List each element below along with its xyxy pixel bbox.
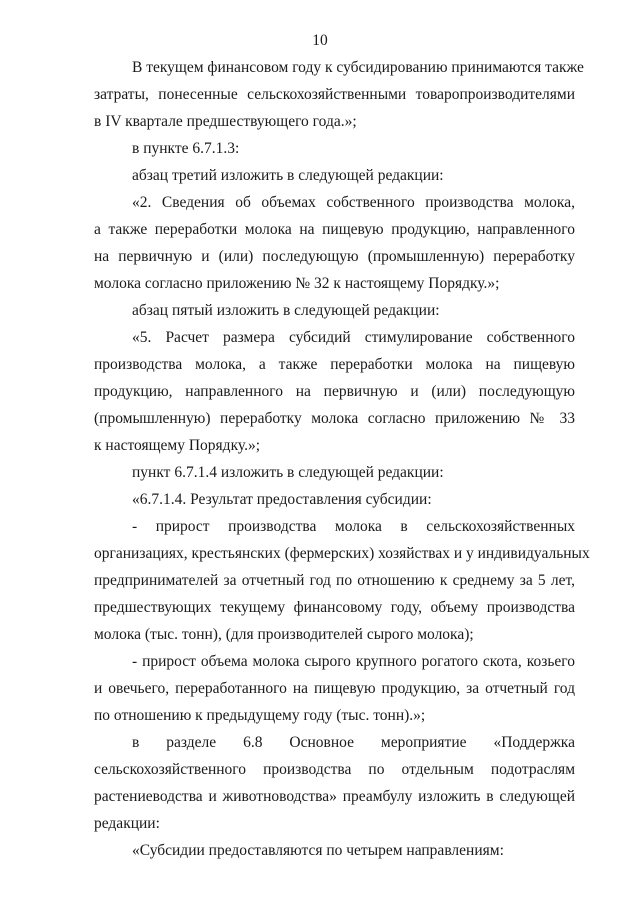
- text-line: редакции:: [94, 815, 160, 832]
- text-line: абзац третий изложить в следующей редакции:: [132, 167, 444, 184]
- text-line: к настоящему Порядку.»;: [94, 437, 261, 454]
- text-line: молока согласно приложению № 32 к настоящему Порядку.»;: [94, 275, 500, 292]
- text-line: В текущем финансовом году к субсидированию принимаются также: [132, 59, 584, 76]
- text-line: производства молока, а также переработки молока на пищевую: [94, 356, 575, 373]
- text-line: продукцию, направленного на первичную и (или) последующую: [94, 383, 575, 400]
- text-line: растениеводства и животноводства» преамбулу изложить в следующей: [94, 788, 575, 805]
- text-line: и овечьего, переработанного на пищевую продукцию, за отчетный год: [94, 680, 575, 697]
- text-line: молока (тыс. тонн), (для производителей сырого молока);: [94, 626, 474, 643]
- text-line: «Субсидии предоставляются по четырем направлениям:: [132, 842, 504, 859]
- text-line: - прирост объема молока сырого крупного рогатого скота, козьего: [132, 653, 575, 670]
- text-line: пункт 6.7.1.4 изложить в следующей редакции:: [132, 464, 444, 481]
- text-line: сельскохозяйственного производства по отдельным подотраслям: [94, 761, 575, 778]
- text-line: организациях, крестьянских (фермерских) хозяйствах и у индивидуальных: [94, 545, 590, 562]
- text-line: - прирост производства молока в сельскохозяйственных: [132, 518, 575, 535]
- text-line: в пункте 6.7.1.3:: [132, 140, 240, 157]
- text-line: а также переработки молока на пищевую продукцию, направленного: [94, 221, 575, 238]
- text-line: затраты, понесенные сельскохозяйственными товаропроизводителями: [94, 86, 575, 103]
- text-line: «6.7.1.4. Результат предоставления субсидии:: [132, 491, 432, 508]
- text-line: предпринимателей за отчетный год по отношению к среднему за 5 лет,: [94, 572, 575, 589]
- text-line: (промышленную) переработку молока согласно приложению № 33: [94, 410, 575, 427]
- text-line: по отношению к предыдущему году (тыс. тонн).»;: [94, 707, 426, 724]
- text-line: «2. Сведения об объемах собственного производства молока,: [132, 194, 575, 211]
- text-line: «5. Расчет размера субсидий стимулирование собственного: [132, 329, 575, 346]
- text-line: в IV квартале предшествующего года.»;: [94, 113, 357, 130]
- page-number: 10: [312, 32, 328, 49]
- text-line: на первичную и (или) последующую (промышленную) переработку: [94, 248, 575, 265]
- text-line: в разделе 6.8 Основное мероприятие «Поддержка: [132, 734, 575, 751]
- text-line: абзац пятый изложить в следующей редакции:: [132, 302, 440, 319]
- text-line: предшествующих текущему финансовому году, объему производства: [94, 599, 575, 616]
